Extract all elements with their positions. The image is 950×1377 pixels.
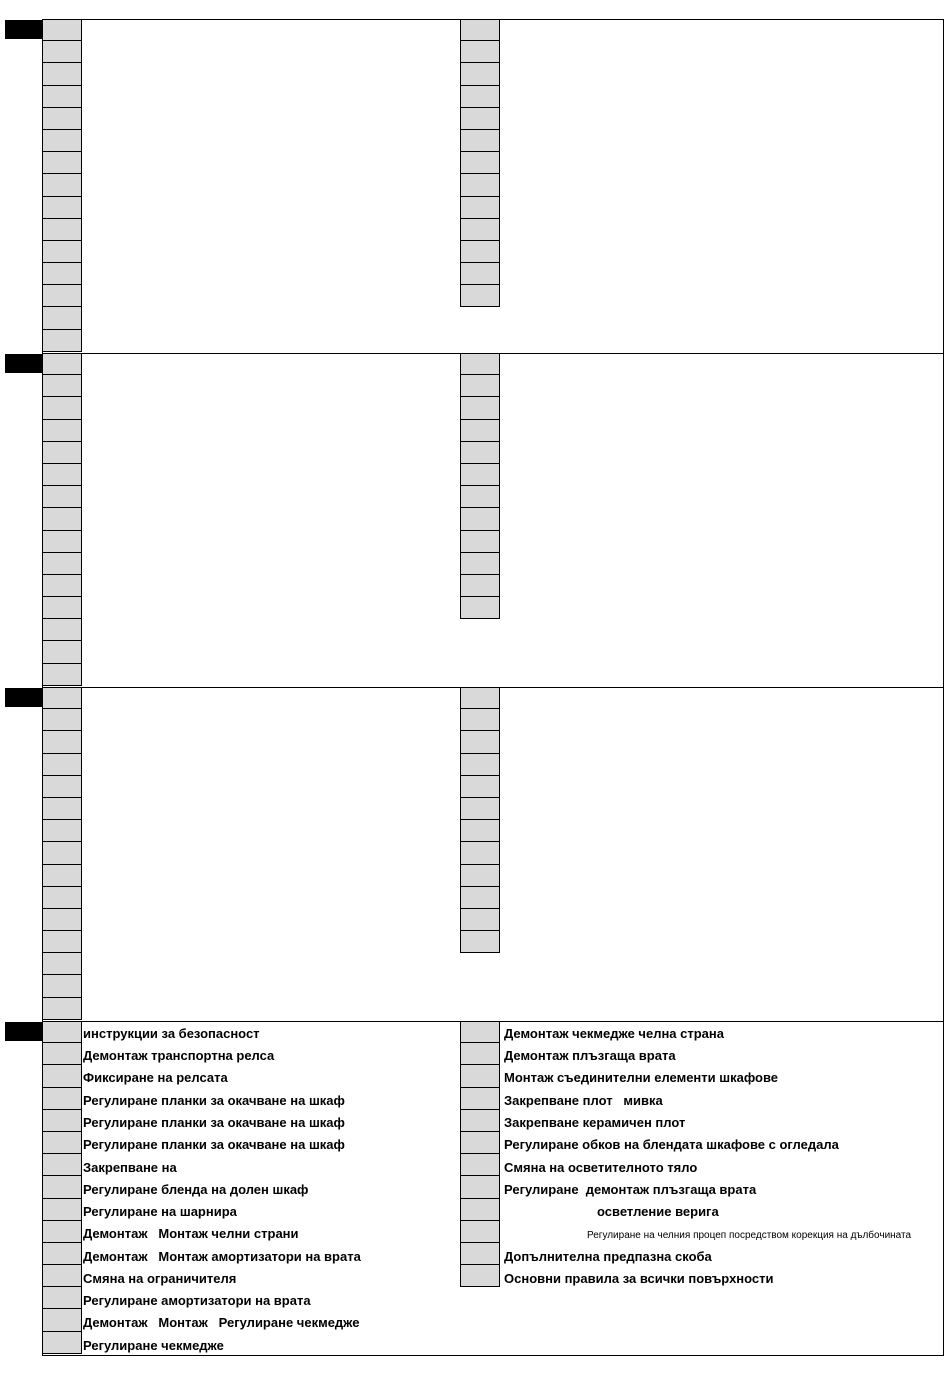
checkbox[interactable] <box>42 285 82 307</box>
checkbox[interactable] <box>42 130 82 152</box>
checkbox[interactable] <box>460 219 500 241</box>
checkbox[interactable] <box>42 597 82 619</box>
checkbox[interactable] <box>460 1154 500 1176</box>
item-label: Демонтаж Монтаж амортизатори на врата <box>83 1249 361 1264</box>
checkbox[interactable] <box>42 754 82 776</box>
checkbox[interactable] <box>42 731 82 753</box>
item-label: Регулиране на челния процеп посредством корекция на дълбочината <box>587 1230 912 1241</box>
checkbox[interactable] <box>460 86 500 108</box>
checkbox[interactable] <box>42 330 82 352</box>
checkbox[interactable] <box>460 731 500 753</box>
checkbox-column-right <box>460 1021 500 1287</box>
checkbox[interactable] <box>42 865 82 887</box>
checkbox-column-right <box>460 19 500 307</box>
item-label: осветление верига <box>597 1204 719 1219</box>
item-label: Демонтаж транспортна релса <box>83 1048 275 1063</box>
item-label: Регулиране планки за окачване на шкаф <box>83 1115 345 1130</box>
section-3 <box>42 687 944 1022</box>
item-label: Регулиране на шарнира <box>83 1204 237 1219</box>
checkbox[interactable] <box>42 842 82 864</box>
checkbox[interactable] <box>42 1176 82 1198</box>
checkbox[interactable] <box>42 1043 82 1065</box>
checkbox[interactable] <box>42 931 82 953</box>
item-label: Демонтаж Монтаж челни страни <box>83 1226 299 1241</box>
checkbox[interactable] <box>42 397 82 419</box>
checkbox[interactable] <box>460 909 500 931</box>
item-label: Регулиране амортизатори на врата <box>83 1293 311 1308</box>
checkbox[interactable] <box>42 1243 82 1265</box>
checkbox[interactable] <box>42 1088 82 1110</box>
checkbox[interactable] <box>460 1265 500 1287</box>
checkbox[interactable] <box>42 1021 82 1043</box>
checkbox[interactable] <box>460 375 500 397</box>
checkbox[interactable] <box>460 1221 500 1243</box>
checkbox[interactable] <box>42 575 82 597</box>
checkbox[interactable] <box>460 130 500 152</box>
item-label: инструкции за безопасност <box>83 1026 260 1041</box>
checkbox[interactable] <box>460 508 500 530</box>
checkbox[interactable] <box>42 486 82 508</box>
checkbox[interactable] <box>42 41 82 63</box>
checkbox[interactable] <box>460 931 500 953</box>
checkbox[interactable] <box>42 909 82 931</box>
checkbox-column-right <box>460 687 500 953</box>
checkbox[interactable] <box>42 975 82 997</box>
item-label: Регулиране чекмедже <box>83 1338 224 1353</box>
checkbox[interactable] <box>460 1199 500 1221</box>
checkbox-column-left <box>42 687 82 1020</box>
checkbox[interactable] <box>460 397 500 419</box>
checkbox[interactable] <box>460 531 500 553</box>
checkbox[interactable] <box>42 1199 82 1221</box>
section-4 <box>42 1021 944 1356</box>
checkbox[interactable] <box>460 41 500 63</box>
checkbox[interactable] <box>42 1132 82 1154</box>
checkbox[interactable] <box>460 1176 500 1198</box>
checkbox[interactable] <box>42 641 82 663</box>
checkbox[interactable] <box>460 1021 500 1043</box>
checkbox[interactable] <box>460 353 500 375</box>
checkbox[interactable] <box>460 575 500 597</box>
checkbox[interactable] <box>42 709 82 731</box>
checkbox[interactable] <box>42 531 82 553</box>
checkbox[interactable] <box>460 597 500 619</box>
section-marker <box>5 1022 42 1041</box>
checkbox[interactable] <box>42 152 82 174</box>
section-marker <box>5 354 42 373</box>
checkbox[interactable] <box>42 1309 82 1331</box>
checkbox[interactable] <box>42 1221 82 1243</box>
item-label: Закрепване на <box>83 1160 177 1175</box>
checkbox[interactable] <box>42 1110 82 1132</box>
checkbox[interactable] <box>42 108 82 130</box>
checkbox-column-left <box>42 1021 82 1354</box>
checkbox[interactable] <box>42 887 82 909</box>
checkbox[interactable] <box>460 1043 500 1065</box>
checkbox[interactable] <box>42 998 82 1020</box>
checkbox[interactable] <box>460 1243 500 1265</box>
item-label: Демонтаж чекмедже челна страна <box>504 1026 724 1041</box>
checkbox[interactable] <box>42 375 82 397</box>
checkbox[interactable] <box>42 953 82 975</box>
checkbox[interactable] <box>42 619 82 641</box>
checkbox[interactable] <box>42 464 82 486</box>
checkbox[interactable] <box>460 241 500 263</box>
checkbox-column-left <box>42 19 82 352</box>
checkbox[interactable] <box>42 687 82 709</box>
checkbox[interactable] <box>460 420 500 442</box>
checkbox[interactable] <box>460 553 500 575</box>
checkbox[interactable] <box>460 1065 500 1087</box>
checkbox[interactable] <box>42 1265 82 1287</box>
checkbox[interactable] <box>460 820 500 842</box>
checkbox[interactable] <box>460 709 500 731</box>
checkbox[interactable] <box>460 19 500 41</box>
checkbox[interactable] <box>460 152 500 174</box>
checkbox[interactable] <box>460 263 500 285</box>
checkbox[interactable] <box>42 1065 82 1087</box>
checkbox[interactable] <box>42 174 82 196</box>
checkbox[interactable] <box>42 219 82 241</box>
checkbox[interactable] <box>460 63 500 85</box>
item-label: Смяна на осветителното тяло <box>504 1160 698 1175</box>
item-label: Регулиране планки за окачване на шкаф <box>83 1093 345 1108</box>
checkbox[interactable] <box>42 353 82 375</box>
checkbox[interactable] <box>42 307 82 329</box>
item-label: Закрепване керамичен плот <box>504 1115 686 1130</box>
checkbox[interactable] <box>460 285 500 307</box>
checkbox[interactable] <box>460 108 500 130</box>
section-2 <box>42 353 944 688</box>
item-label: Закрепване плот мивка <box>504 1093 663 1108</box>
item-label: Регулиране демонтаж плъзгаща врата <box>504 1182 757 1197</box>
checkbox[interactable] <box>42 19 82 41</box>
checkbox[interactable] <box>460 887 500 909</box>
checkbox[interactable] <box>42 420 82 442</box>
checkbox[interactable] <box>460 687 500 709</box>
checkbox[interactable] <box>42 664 82 686</box>
checkbox[interactable] <box>42 86 82 108</box>
checkbox[interactable] <box>460 1132 500 1154</box>
item-label: Допълнителна предпазна скоба <box>504 1249 712 1264</box>
checkbox[interactable] <box>460 798 500 820</box>
checkbox[interactable] <box>460 776 500 798</box>
checkbox[interactable] <box>42 553 82 575</box>
checkbox[interactable] <box>460 842 500 864</box>
checkbox-column-right <box>460 353 500 619</box>
section-marker <box>5 20 42 39</box>
checkbox[interactable] <box>460 442 500 464</box>
checkbox[interactable] <box>42 197 82 219</box>
checkbox[interactable] <box>460 464 500 486</box>
checkbox[interactable] <box>460 754 500 776</box>
checkbox[interactable] <box>42 263 82 285</box>
checkbox[interactable] <box>42 1332 82 1354</box>
checkbox[interactable] <box>460 1110 500 1132</box>
section-1 <box>42 19 944 354</box>
checkbox[interactable] <box>42 1154 82 1176</box>
item-label: Демонтаж Монтаж Регулиране чекмедже <box>83 1315 360 1330</box>
checkbox[interactable] <box>460 865 500 887</box>
item-label: Основни правила за всички повърхности <box>504 1271 774 1286</box>
item-label: Регулиране планки за окачване на шкаф <box>83 1137 345 1152</box>
checkbox[interactable] <box>42 63 82 85</box>
item-label: Регулиране бленда на долен шкаф <box>83 1182 309 1197</box>
checkbox[interactable] <box>42 508 82 530</box>
item-label: Регулиране обков на блендата шкафове с огледала <box>504 1137 839 1152</box>
item-label: Фиксиране на релсата <box>83 1070 228 1085</box>
checkbox[interactable] <box>42 1287 82 1309</box>
checkbox[interactable] <box>42 776 82 798</box>
checkbox[interactable] <box>42 798 82 820</box>
checkbox[interactable] <box>460 486 500 508</box>
checkbox[interactable] <box>42 442 82 464</box>
item-label: Демонтаж плъзгаща врата <box>504 1048 676 1063</box>
checkbox[interactable] <box>460 174 500 196</box>
checkbox[interactable] <box>42 820 82 842</box>
item-label: Смяна на ограничителя <box>83 1271 237 1286</box>
section-marker <box>5 688 42 707</box>
item-label: Монтаж съединителни елементи шкафове <box>504 1070 779 1085</box>
checkbox[interactable] <box>460 1088 500 1110</box>
checkbox[interactable] <box>460 197 500 219</box>
checkbox[interactable] <box>42 241 82 263</box>
checkbox-column-left <box>42 353 82 686</box>
